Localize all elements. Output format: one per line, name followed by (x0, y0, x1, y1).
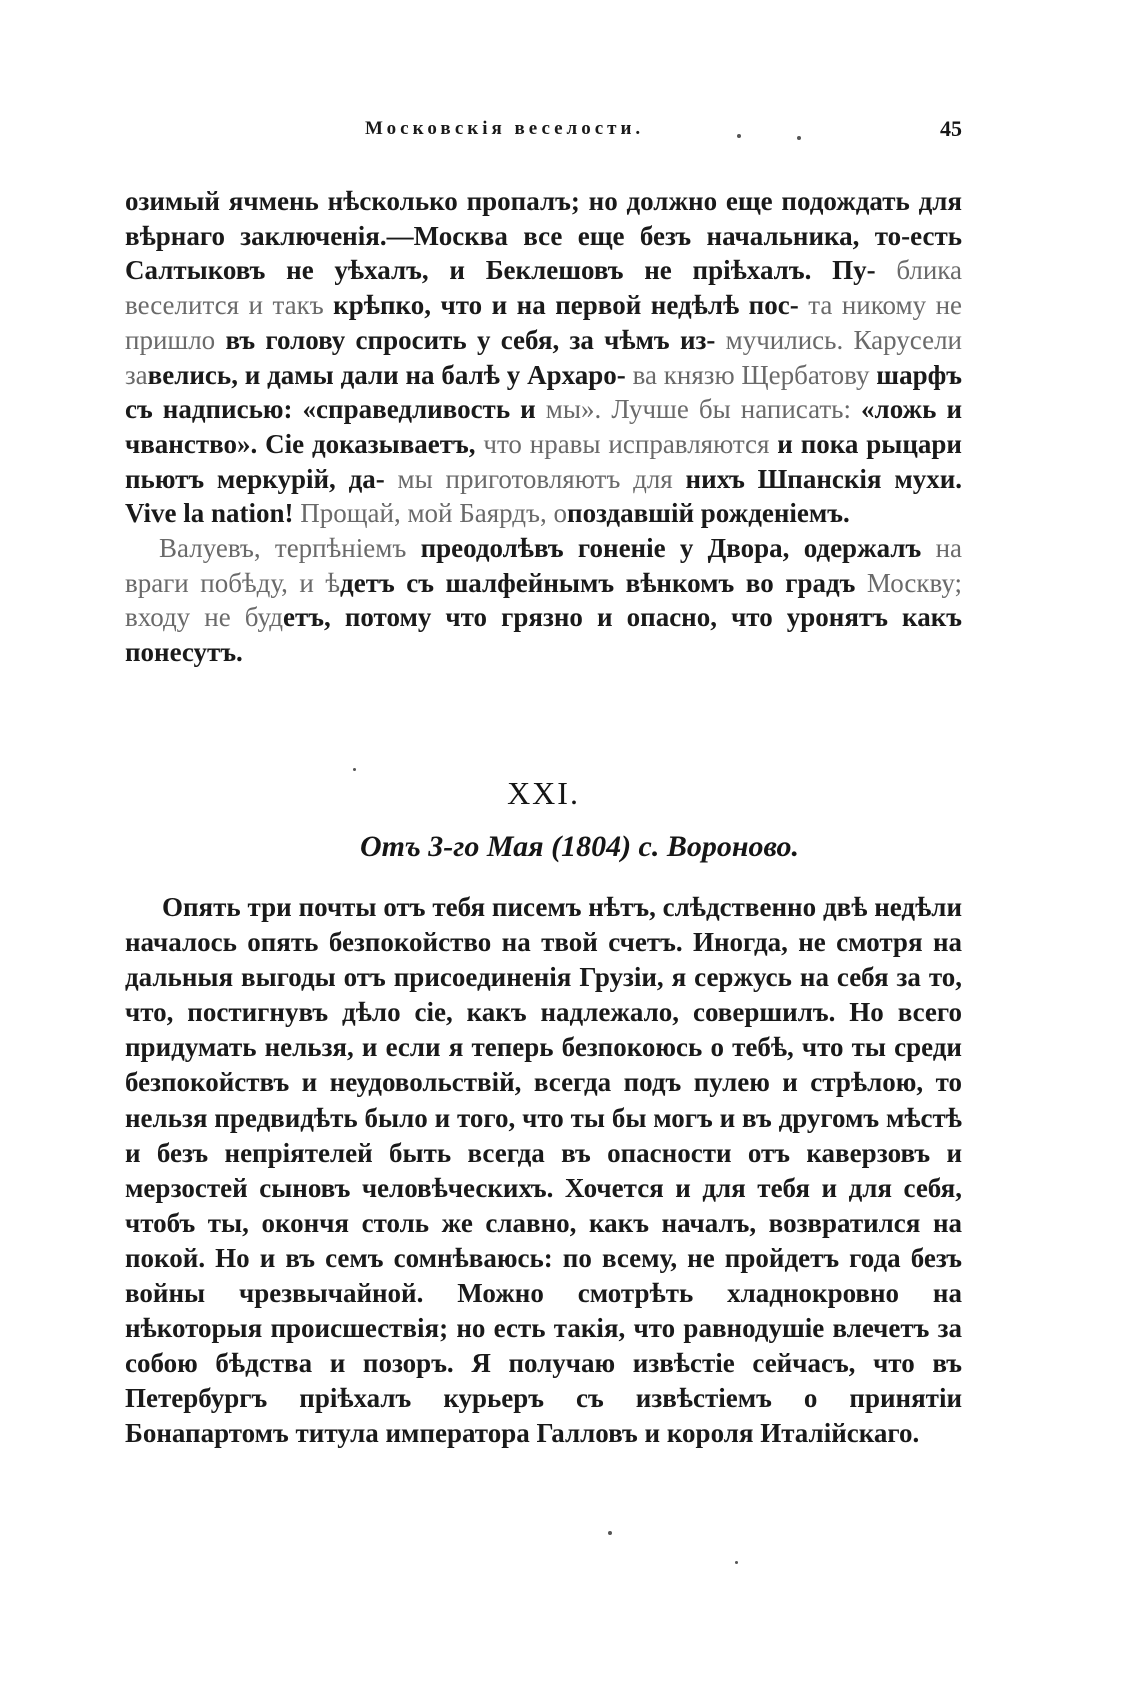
text-run: детъ съ шалфейнымъ вѣнкомъ во градъ (340, 567, 856, 598)
text-run: и пока рыцари пьютъ меркурій, да- (125, 428, 962, 494)
faded-text-run: на враги побѣду, и ѣ (125, 533, 963, 598)
print-speck (735, 1561, 738, 1564)
text-run: въ голову спросить у себя, за чѣмъ из- (215, 324, 716, 355)
text-run: нихъ Шпанскія мухи. Vive la nation! (125, 463, 963, 529)
faded-text-run: блика веселится и такъ (125, 255, 962, 321)
text-run: преодолѣвъ гоненіе у Двора, одержалъ (406, 533, 922, 564)
text-run: етъ, потому что грязно и опасно, что уронятъ какъ понесутъ. (125, 602, 962, 668)
letter-body (125, 890, 962, 1452)
text-run: велись, и дамы дали на балѣ у Архаро- (147, 359, 626, 390)
paragraph (125, 184, 962, 531)
faded-text-run: мы». Лучше бы написать: (545, 394, 851, 425)
text-run: поздавшій рожденіемъ. (567, 498, 850, 529)
print-speck (353, 768, 356, 771)
letter-number-heading: XXI. (507, 775, 580, 811)
faded-text-run: мучились. Карусели за (125, 324, 962, 390)
letter-date-heading: Отъ 3-го Мая (1804) с. Вороново. (360, 830, 800, 863)
letter-continuation (125, 184, 962, 670)
print-speck (737, 134, 741, 138)
page-number: 45 (940, 116, 962, 141)
faded-text-run: ва князю Щербатову (632, 359, 870, 390)
faded-text-run: мы приготовляютъ для (397, 463, 673, 494)
faded-text-run: Прощай, мой Баярдъ, о (300, 498, 568, 529)
faded-text-run: Валуевъ, терпѣніемъ (159, 533, 407, 564)
running-title: Московскія веселости. (365, 118, 645, 139)
text-run: озимый ячмень нѣсколько пропалъ; но должно еще подождать для вѣрнаго заключенія.—Москва все еще безъ начальника, то-есть Салтыковъ не уѣхалъ, и Беклешовъ не пріѣхалъ. Пу- (125, 186, 962, 286)
text-run: шарфъ съ надписью: «справедливость и (125, 359, 963, 425)
running-head (125, 118, 962, 158)
faded-text-run: та никому не пришло (125, 290, 963, 355)
faded-text-run: что нравы исправляются (483, 428, 770, 459)
text-run: крѣпко, что и на первой недѣлѣ пос- (323, 290, 799, 321)
print-speck (797, 136, 801, 140)
faded-text-run: Москву; входу не буд (125, 567, 962, 633)
paragraph: Опять три почты отъ тебя писемъ нѣтъ, слѣдственно двѣ недѣли началось опять безпокойство на твой счетъ. Иногда, не смотря на дальныя выгоды отъ присоединенія Грузіи, я сержусь на себя за то, что, постигнувъ дѣло сіе, какъ надлежало, совершилъ. Но всего придумать нельзя, и если я теперь безпокоюсь о тебѣ, что ты среди безпокойствъ и неудовольствій, всегда подъ пулею и стрѣлою, то нельзя предвидѣть было и того, что ты бы могъ и въ другомъ мѣстѣ и безъ непріятелей быть всегда въ опасности отъ каверзовъ и мерзостей сыновъ человѣческихъ. Хочется и для тебя и для себя, чтобъ ты, окончя столь же славно, какъ началъ, возвратился на покой. Но и въ семъ сомнѣваюсь: по всему, не пройдетъ года безъ войны чрезвычайной. Можно смотрѣть хладнокровно на нѣкоторыя происшествія; но есть такія, что равнодушіе влечетъ за собою бѣдства и позоръ. Я получаю извѣстіе сейчасъ, что въ Петербургъ пріѣхалъ курьеръ съ извѣстіемъ о принятіи Бонапартомъ титула императора Галловъ и короля Италійскаго. (125, 892, 962, 1449)
paragraph (125, 531, 962, 670)
text-run: «ложь и чванство». Сіе доказываетъ, (125, 394, 963, 459)
print-speck (608, 1531, 612, 1535)
